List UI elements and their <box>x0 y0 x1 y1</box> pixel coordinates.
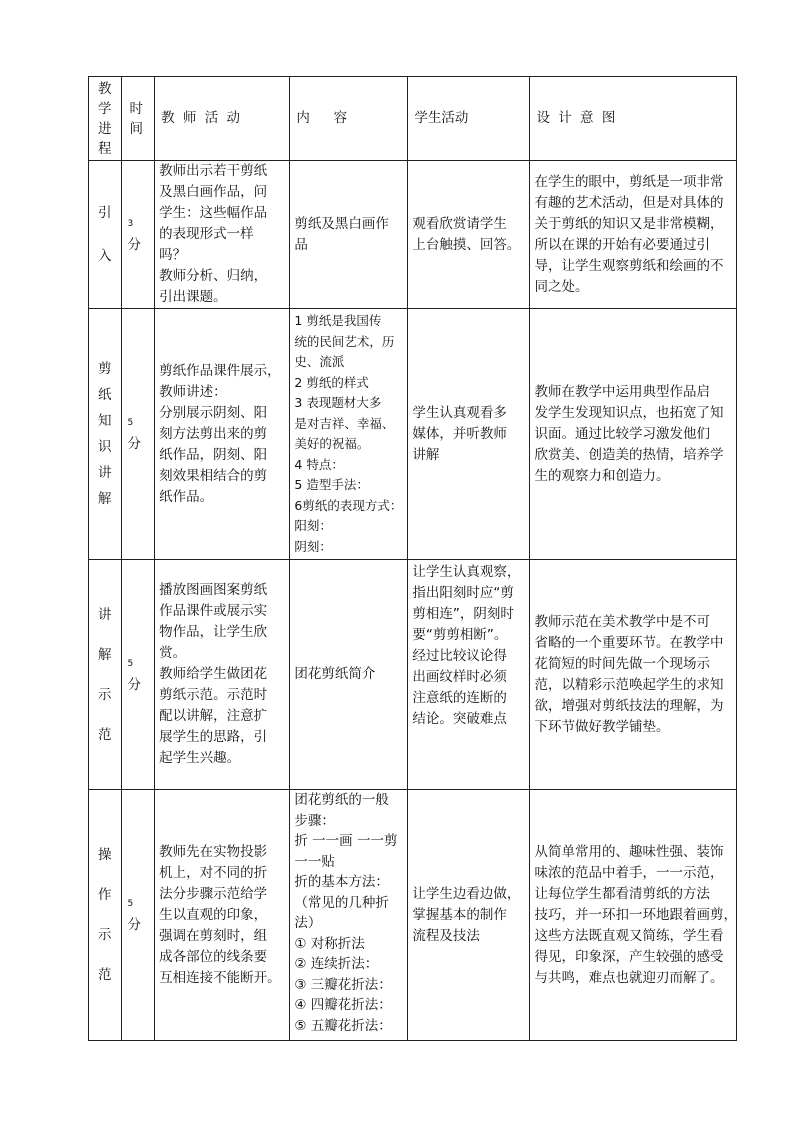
content-cell: 剪纸及黑白画作 品 <box>290 161 408 309</box>
design-intent-cell: 教师示范在美术教学中是不可 省略的一个重要环节。在教学中 花简短的时间先做一个现场示 范，以精彩示范唤起学生的求知 欲，增强对剪纸技法的理解，为 下环节做好教学铺垫。 <box>530 560 737 790</box>
header-content: 内 容 <box>290 77 408 161</box>
lesson-plan-table <box>88 76 737 1041</box>
student-activity-cell: 让学生边看边做， 掌握基本的制作 流程及技法 <box>408 790 530 1041</box>
header-teacher-activity: 教 师 活 动 <box>155 77 290 161</box>
design-intent-cell: 教师在教学中运用典型作品启 发学生发现知识点，也拓宽了知 识面。通过比较学习激发他们 欣赏美、创造美的热情，培养学 生的观察力和创造力。 <box>530 309 737 560</box>
teacher-activity-cell: 剪纸作品课件展示， 教师讲述： 分别展示阴刻、阳 刻方法剪出来的剪 纸作品，阴刻、阳 刻效果相结合的剪 纸作品。 <box>155 309 290 560</box>
time-cell: 5 分 <box>121 790 155 1041</box>
teacher-activity-cell: 播放图画图案剪纸 作品课件或展示实 物作品，让学生欣 赏。 教师给学生做团花 剪纸示范。示范时 配以讲解，注意扩 展学生的思路，引 起学生兴趣。 <box>155 560 290 790</box>
header-time: 时 间 <box>121 77 155 161</box>
design-intent-cell: 从简单常用的、趣味性强、装饰 味浓的范品中着手，一一示范， 让每位学生都看清剪纸的方法 技巧，并一环扣一环地跟着画剪， 这些方法既直观又简练，学生看 得见，印象深，产生较强的感受 与共鸣，难点也就迎刃而解了。 <box>530 790 737 1041</box>
design-intent-cell: 在学生的眼中，剪纸是一项非常 有趣的艺术活动，但是对具体的 关于剪纸的知识又是非常模糊， 所以在课的开始有必要通过引 导，让学生观察剪纸和绘画的不 同之处。 <box>530 161 737 309</box>
student-activity-cell: 观看欣赏请学生 上台触摸、回答。 <box>408 161 530 309</box>
time-cell: 5 分 <box>121 560 155 790</box>
time-cell: 5 分 <box>121 309 155 560</box>
table-row <box>89 560 737 790</box>
teacher-activity-cell: 教师先在实物投影 机上，对不同的折 法分步骤示范给学 生以直观的印象， 强调在剪刻时，组 成各部位的线条要 互相连接不能断开。 <box>155 790 290 1041</box>
header-student-activity: 学生活动 <box>408 77 530 161</box>
table-header-row <box>89 77 737 161</box>
table-row <box>89 309 737 560</box>
header-stage: 教 学 进 程 <box>89 77 122 161</box>
stage-cell: 操 作 示 范 <box>89 790 122 1041</box>
stage-cell: 剪 纸 知 识 讲 解 <box>89 309 122 560</box>
content-cell: 团花剪纸简介 <box>290 560 408 790</box>
stage-cell: 讲 解 示 范 <box>89 560 122 790</box>
content-cell: 团花剪纸的一般 步骤： 折 一一画 一一剪 一一贴 折的基本方法： （常见的几种折 法） ① 对称折法 ② 连续折法： ③ 三瓣花折法： ④ 四瓣花折法： ⑤ 五瓣花折法： <box>290 790 408 1041</box>
content-cell: 1 剪纸是我国传 统的民间艺术，历 史、流派 2 剪纸的样式 3 表现题材大多 是对吉祥、幸福、 美好的祝福。 4 特点： 5 造型手法： 6剪纸的表现方式： 阳刻： 阴刻： <box>290 309 408 560</box>
table-row <box>89 161 737 309</box>
table-row <box>89 790 737 1041</box>
student-activity-cell: 学生认真观看多 媒体，并听教师 讲解 <box>408 309 530 560</box>
student-activity-cell: 让学生认真观察， 指出阳刻时应“剪 剪相连”，阴刻时 要“剪剪相断”。 经过比较议论得 出画纹样时必须 注意纸的连断的 结论。突破难点 <box>408 560 530 790</box>
stage-cell: 引 入 <box>89 161 122 309</box>
time-cell: 3 分 <box>121 161 155 309</box>
header-design-intent: 设 计 意 图 <box>530 77 737 161</box>
teacher-activity-cell: 教师出示若干剪纸 及黑白画作品，问 学生：这些幅作品 的表现形式一样 吗？ 教师分析、归纳， 引出课题。 <box>155 161 290 309</box>
